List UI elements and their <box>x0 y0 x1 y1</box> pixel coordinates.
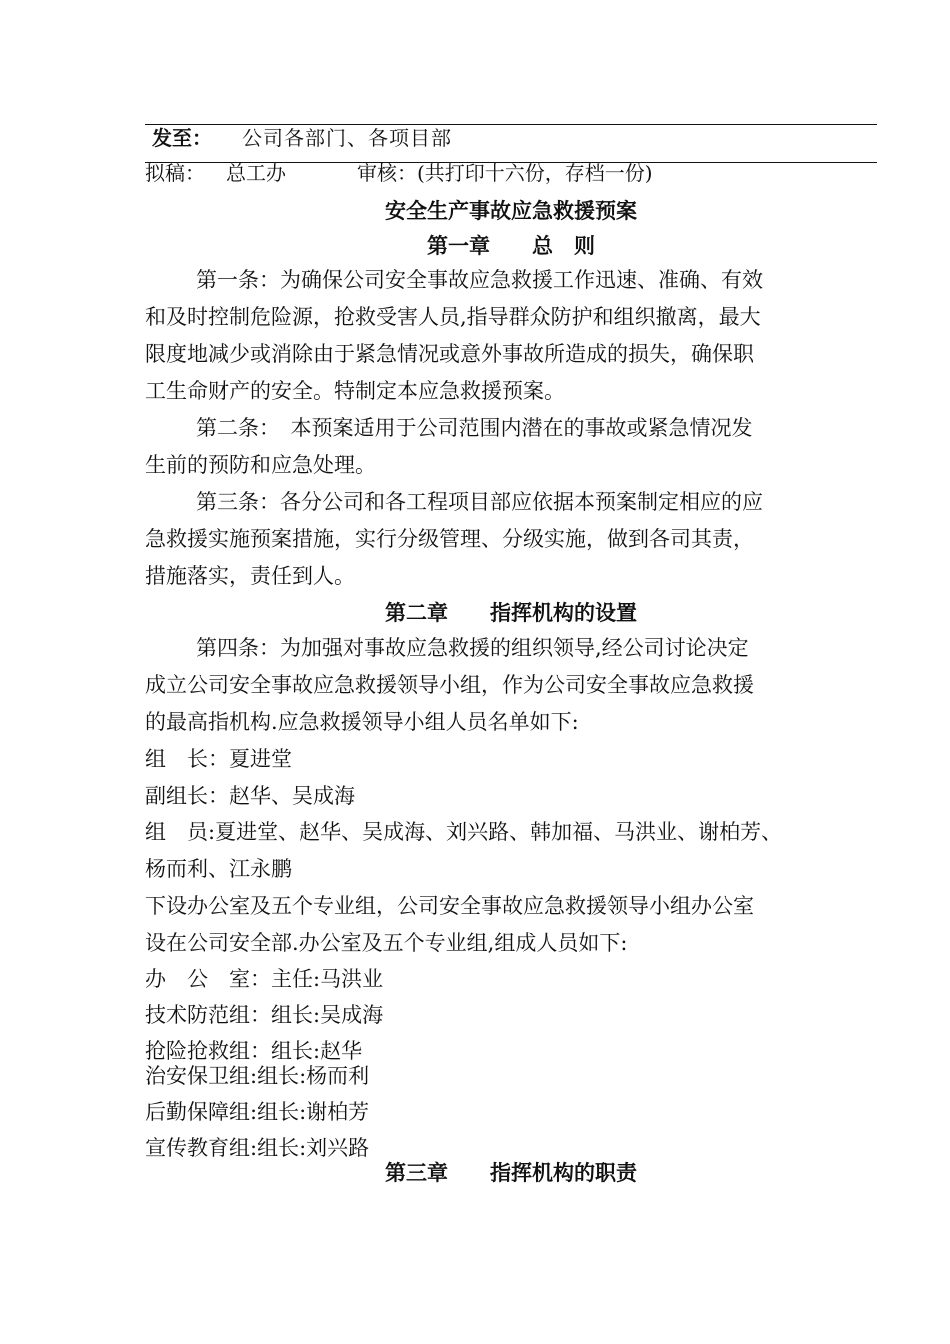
document-title: 安全生产事故应急救援预案 <box>385 198 637 223</box>
group-technical-prevention: 技术防范组：组长:吴成海 <box>145 1003 384 1027</box>
members-continued-line: 杨而利、江永鹏 <box>145 857 292 881</box>
review-note: 审核：(共打印十六份，存档一份) <box>357 161 653 185</box>
group-security: 治安保卫组:组长:杨而利 <box>145 1064 370 1088</box>
office-intro-line-2: 设在公司安全部.办公室及五个专业组,组成人员如下: <box>145 931 628 955</box>
draft-label: 拟稿： <box>145 161 205 185</box>
header-top-rule <box>145 124 877 125</box>
deputy-leader-line: 副组长：赵华、吴成海 <box>145 784 355 808</box>
leader-line: 组 长：夏进堂 <box>145 747 292 771</box>
draft-value: 总工办 <box>226 161 286 185</box>
article-3-line-1: 第三条：各分公司和各工程项目部应依据本预案制定相应的应 <box>196 490 763 514</box>
article-2-line-1: 第二条： 本预案适用于公司范围内潜在的事故或紧急情况发 <box>196 416 753 440</box>
recipient-value: 公司各部门、各项目部 <box>242 126 452 150</box>
chapter-2-heading: 第二章 指挥机构的设置 <box>385 600 637 625</box>
article-4-line-1: 第四条：为加强对事故应急救援的组织领导,经公司讨论决定 <box>196 636 749 660</box>
members-line: 组 员:夏进堂、赵华、吴成海、刘兴路、韩加福、马洪业、谢柏芳、 <box>145 820 783 844</box>
article-1-line-3: 限度地减少或消除由于紧急情况或意外事故所造成的损失，确保职 <box>145 342 754 366</box>
chapter-1-heading: 第一章 总 则 <box>427 233 595 258</box>
article-3-line-3: 措施落实，责任到人。 <box>145 564 355 588</box>
recipient-label: 发至： <box>152 126 212 150</box>
article-1-line-1: 第一条：为确保公司安全事故应急救援工作迅速、准确、有效 <box>196 268 763 292</box>
group-publicity: 宣传教育组:组长:刘兴路 <box>145 1136 370 1160</box>
article-3-line-2: 急救援实施预案措施，实行分级管理、分级实施，做到各司其责， <box>145 527 754 551</box>
chapter-3-heading: 第三章 指挥机构的职责 <box>385 1160 637 1185</box>
article-4-line-2: 成立公司安全事故应急救援领导小组，作为公司安全事故应急救援 <box>145 673 754 697</box>
article-1-line-2: 和及时控制危险源，抢救受害人员,指导群众防护和组织撤离，最大 <box>145 305 761 329</box>
group-logistics: 后勤保障组:组长:谢柏芳 <box>145 1100 370 1124</box>
article-1-line-4: 工生命财产的安全。特制定本应急救援预案。 <box>145 379 565 403</box>
article-4-line-3: 的最高指机构.应急救援领导小组人员名单如下: <box>145 710 579 734</box>
office-intro-line-1: 下设办公室及五个专业组，公司安全事故应急救援领导小组办公室 <box>145 894 754 918</box>
group-rescue: 抢险抢救组：组长:赵华 <box>145 1039 363 1063</box>
group-office: 办 公 室：主任:马洪业 <box>145 967 384 991</box>
article-2-line-2: 生前的预防和应急处理。 <box>145 453 376 477</box>
